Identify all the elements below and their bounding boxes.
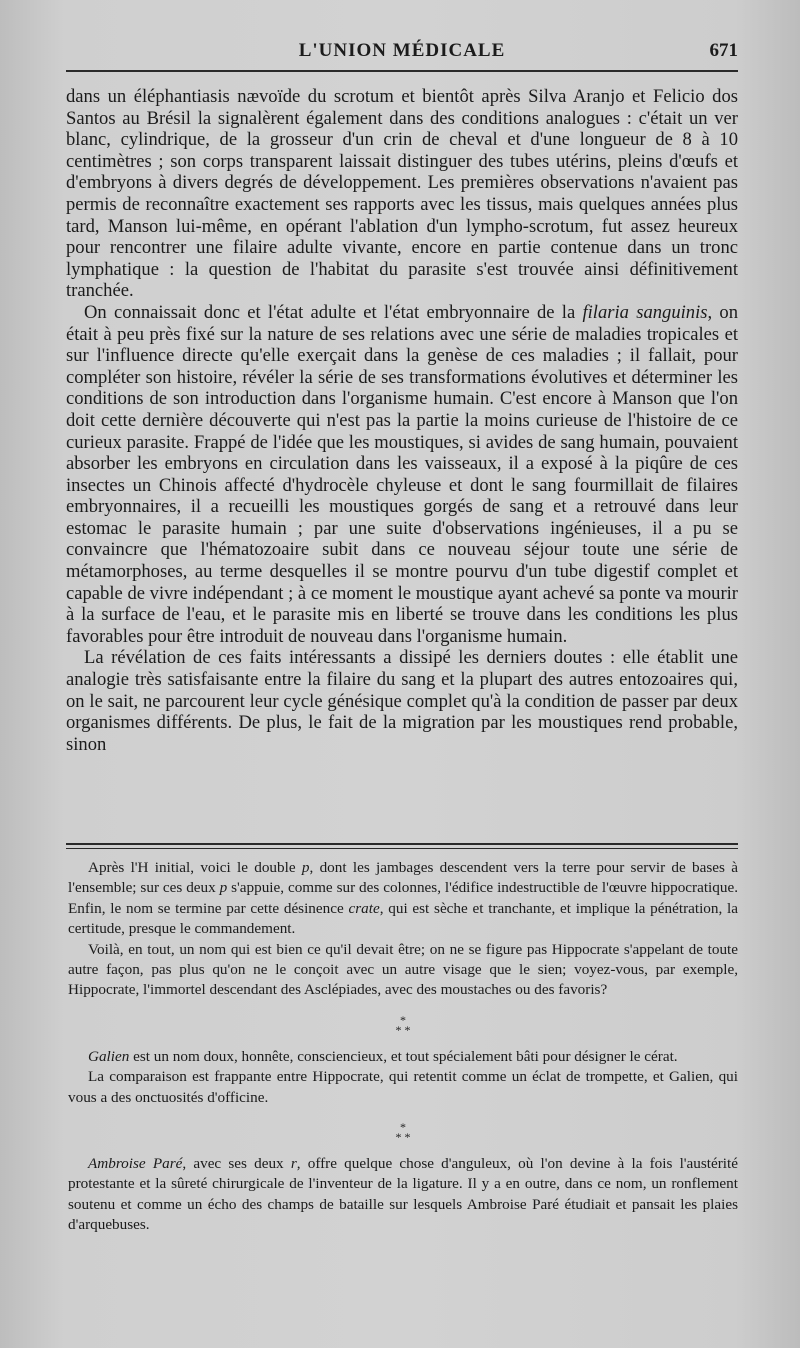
- asterism-bottom: * *: [395, 1022, 411, 1037]
- text-run: On connaissait donc et l'état adulte et l'état embryonnaire de la: [84, 301, 583, 323]
- main-text: [66, 86, 738, 755]
- italic-letter: p: [219, 879, 228, 897]
- asterism-top: *: [400, 1012, 406, 1027]
- header-rule: [66, 70, 738, 72]
- asterism-top: *: [400, 1120, 406, 1135]
- feuilleton-paragraph: Voilà, en tout, un nom qui est bien ce qu'il devait être; on ne se figure pas Hippocrate s'appelant de toute autre façon, pas plus qu'on ne le conçoit avec un autre visage que le sien; voyez-vous, par exemple, Hippocrate, l'immortel descendant des Asclépiades, avec des moustaches ou des favoris?: [68, 940, 738, 999]
- feuilleton: [68, 858, 738, 1236]
- italic-term: filaria sanguinis: [582, 301, 708, 323]
- paragraph: dans un éléphantiasis nævoïde du scrotum et bientôt après Silva Aranjo et Felicio dos Santos au Brésil la signalèrent également dans des conditions analogues : c'était un ver blanc, cylindrique, de la grosseur d'un crin de cheval et d'une longueur de 8 à 10 centimètres ; son corps transparent laissait distinguer des tubes utérins, pleins d'œufs et d'embryons à divers degrés de développement. Les premières observations n'avaient pas permis de reconnaître exactement ses rapports avec les tissus, mais quelques années plus tard, Manson lui-même, en opérant l'ablation d'un lympho-scrotum, fut assez heureux pour rencontrer une filaire adulte vivante, encore en partie contenue dans un tronc lymphatique : la question de l'habitat du parasite s'est trouvée ainsi définitivement tranchée.: [66, 86, 738, 302]
- page-header: [66, 36, 738, 66]
- feuilleton-paragraph: La comparaison est frappante entre Hippocrate, qui retentit comme un éclat de trompette, et Galien, qui vous a des onctuosités d'officine.: [68, 1068, 738, 1106]
- asterism: [68, 1120, 738, 1145]
- text-run: , qui est sèche et tranchante, et implique la pénétration, la certitude, presque le commandement.: [68, 899, 738, 938]
- feuilleton-paragraph: [68, 1154, 738, 1236]
- italic-term: crate: [348, 899, 380, 917]
- text-run: , on était à peu près fixé sur la nature de ses relations avec une série de maladies tropicales et sur l'influence directe qu'elle exerçait dans la genèse de ces maladies ; il fallait, pour compléter son histoire, révéler la série de ses transformations évolutives et déterminer les conditions de son introduction dans l'organisme humain. C'est encore à Manson que l'on doit cette dernière découverte qui n'est pas la partie la moins curieuse de l'histoire de ce curieux parasite. Frappé de l'idée que les moustiques, si avides de sang humain, pouvaient absorber les embryons en circulation dans les vaisseaux, il a exposé à la piqûre de ces insectes un Chinois affecté d'hydrocèle chyleuse et dont le sang fourmillait de filaires embryonnaires, il a recueilli les moustiques gorgés de sang et a retrouvé dans leur estomac le parasite humain ; par une suite d'observations ingénieuses, il a pu se convaincre que l'hématozoaire subit dans ce nouveau séjour toute une série de métamorphoses, au terme desquelles il se montre pourvu d'un tube digestif complet et capable de vivre indépendant ; à ce moment le moustique ayant achevé sa ponte va mourir à la surface de l'eau, et le parasite mis en liberté se trouve dans les conditions les plus favorables pour être introduit de nouveau dans l'organisme humain.: [66, 301, 739, 647]
- text-run: , dont les jambages descendent vers la terre pour servir de bases à l'ensemble; sur ces deux: [68, 859, 738, 897]
- asterism-bottom: * *: [395, 1130, 411, 1145]
- italic-letter: r: [290, 1155, 297, 1173]
- text-run: s'appuie, comme sur des colonnes, l'édifice indestructible de l'œuvre hippocratique. Enfin, le nom se termine par cette désinence: [68, 879, 738, 917]
- feuilleton-paragraph: [68, 858, 738, 940]
- text-run: Après l'H initial, voici le double: [88, 859, 302, 876]
- italic-name: Galien: [88, 1047, 130, 1065]
- italic-letter: p: [301, 859, 310, 876]
- asterism: [68, 1012, 738, 1037]
- text-run: est un nom doux, honnête, consciencieux, et tout spécialement bâti pour désigner le cérat.: [129, 1047, 678, 1065]
- feuilleton-paragraph: [68, 1047, 738, 1067]
- paragraph: La révélation de ces faits intéressants a dissipé les derniers doutes : elle établit une analogie très satisfaisante entre la filaire du sang et la plupart des autres entozoaires qui, on le sait, ne parcourent leur cycle génésique complet qu'à la condition de passer par deux organismes différents. De plus, le fait de la migration par les moustiques rend probable, sinon: [66, 647, 738, 755]
- text-run: , offre quelque chose d'anguleux, où l'on devine à la fois l'austérité protestante et la sûreté chirurgicale de l'inventeur de la ligature. Il y a en outre, dans ce nom, un ronflement soutenu et comme un écho des champs de bataille sur lesquels Ambroise Paré étudiait et pansait les plaies d'arquebuses.: [68, 1155, 738, 1234]
- paragraph: [66, 302, 738, 648]
- italic-name: Ambroise Paré: [88, 1155, 183, 1173]
- page-number: 671: [709, 40, 738, 61]
- text-run: , avec ses deux: [182, 1155, 291, 1173]
- feuilleton-rule: [66, 843, 738, 849]
- running-title: L'UNION MÉDICALE: [298, 40, 506, 61]
